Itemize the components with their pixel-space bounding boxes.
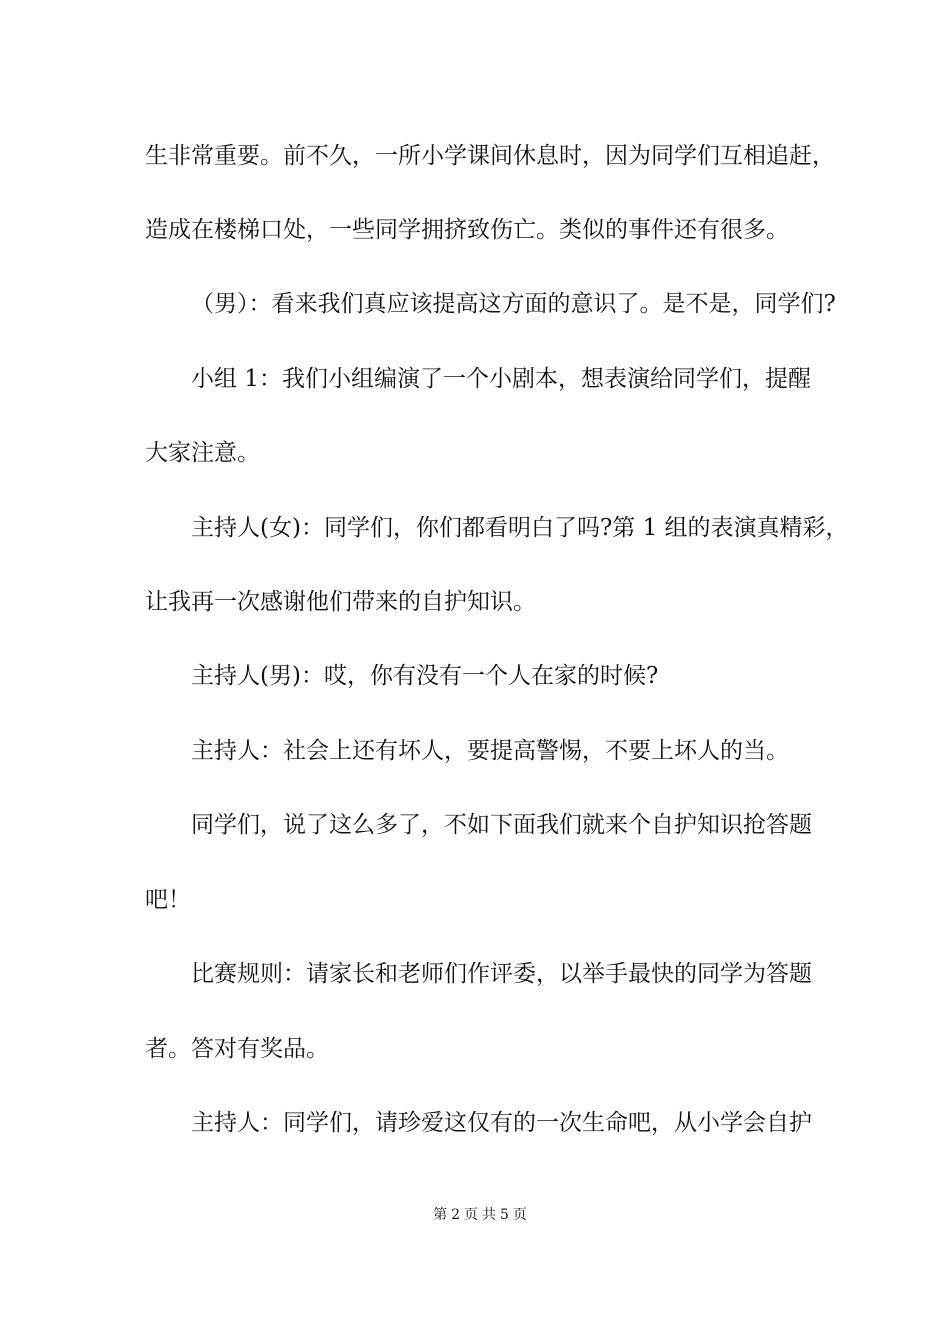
body-line: （男）：看来我们真应该提高这方面的意识了。是不是，同学们? [191,291,836,317]
body-line: 生非常重要。前不久，一所小学课间休息时，因为同学们互相追赶， [145,143,835,169]
body-line: 造成在楼梯口处，一些同学拥挤致伤亡。类似的事件还有很多。 [145,217,789,243]
footer-total-word: 共 [482,1207,496,1223]
body-line: 者。答对有奖品。 [145,1036,329,1062]
body-line: 让我再一次感谢他们带来的自护知识。 [145,589,536,615]
body-line: 比赛规则：请家长和老师们作评委，以举手最快的同学为答题 [191,961,812,987]
body-line: 主持人(女)：同学们，你们都看明白了吗?第 1 组的表演真精彩， [191,515,849,541]
footer-page-word: 页 [464,1207,478,1223]
body-line: 吧！ [145,887,191,913]
footer-suffix: 页 [512,1207,527,1223]
footer-total-pages: 5 [500,1207,509,1223]
footer-current-page: 2 [451,1207,460,1223]
body-line: 小组 1：我们小组编演了一个小剧本，想表演给同学们，提醒 [191,366,811,392]
body-line: 主持人(男)：哎，你有没有一个人在家的时候? [191,663,659,689]
footer-prefix: 第 [433,1207,448,1223]
page-footer [0,1206,950,1224]
body-line: 同学们，说了这么多了，不如下面我们就来个自护知识抢答题 [191,812,812,838]
body-line: 主持人：社会上还有坏人，要提高警惕，不要上坏人的当。 [191,738,789,764]
body-line: 大家注意。 [145,440,260,466]
body-line: 主持人：同学们，请珍爱这仅有的一次生命吧，从小学会自护 [191,1110,812,1136]
